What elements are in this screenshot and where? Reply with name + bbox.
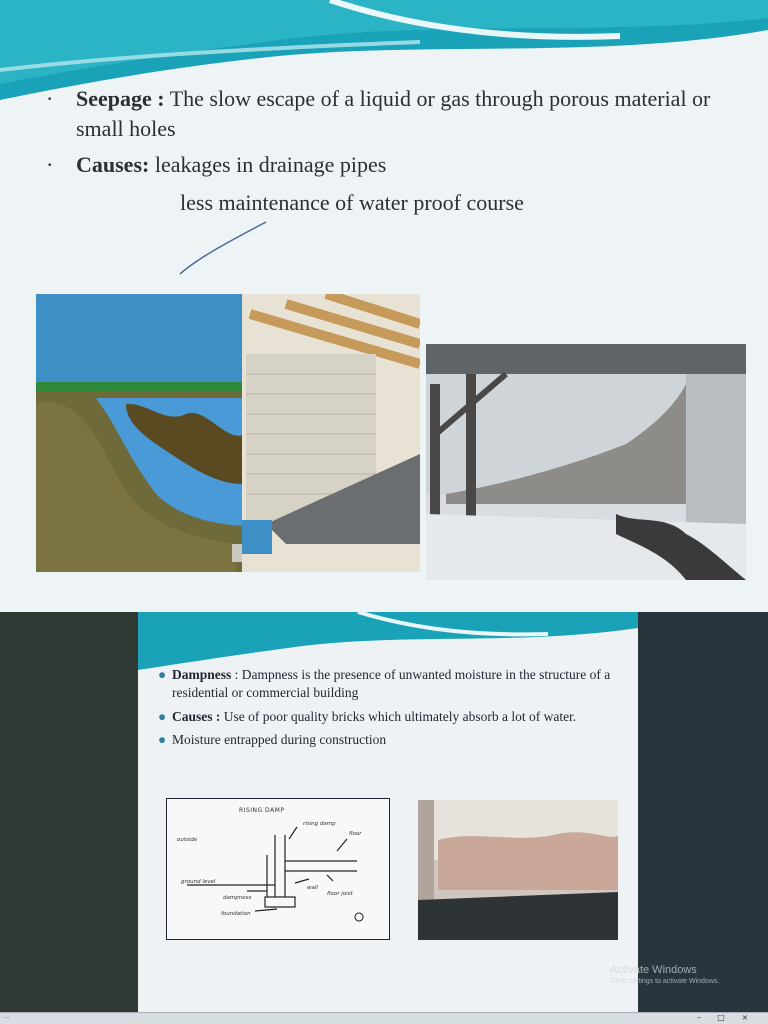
bullet-text: leakages in drainage pipes [149,151,387,177]
diagram-label-foundation: foundation [221,911,251,917]
bullet-dot-icon: ● [158,708,167,724]
seepage-bullet-list [44,84,744,224]
diagram-label-wall: wall [307,885,318,891]
bullet-dot-icon: ● [158,667,167,682]
diagram-label-floor: floor [349,831,362,837]
bullet-term: Seepage : [76,86,165,111]
maximize-icon[interactable]: □ [717,1013,725,1022]
bullet-term: Causes : [172,708,221,724]
bullet-text: The slow escape of a liquid or gas through porous material or small holes [76,86,711,141]
dampness-bullet-list [156,666,626,755]
list-item [156,666,626,702]
list-item [44,150,744,218]
bullet-text: Use of poor quality bricks which ultimately absorb a lot of water. [220,708,577,724]
windows-activation-watermark [610,964,719,985]
list-item [156,708,626,726]
bullet-dot-icon: · [46,86,54,111]
diagram-label-rising-damp: rising damp [303,821,336,827]
diagram-label-ground-level: ground level [181,879,216,885]
presentation-side-panel-left [0,612,138,1012]
taskbar-window-title[interactable]: ... [4,1014,10,1020]
taskbar [0,1012,768,1024]
rising-damp-diagram [166,798,390,940]
bullet-dot-icon: · [46,151,54,177]
damp-basement-photo [426,344,746,580]
close-icon[interactable]: × [741,1013,749,1022]
slide-dampness [138,612,638,1012]
diagram-title: RISING DAMP [239,807,285,814]
bullet-term: Dampness [172,667,232,682]
diagram-label-outside: outside [177,837,198,843]
slide-header-wave [138,612,638,672]
bullet-text: : Dampness is the presence of unwanted moisture in the structure of a residential or commercial building [172,667,611,700]
bullet-dot-icon: ● [158,732,167,748]
rising-damp-sketch [167,799,391,941]
pen-annotation-icon [178,218,268,278]
bullet-text: Moisture entrapped during construction [172,732,387,748]
list-item [156,731,626,749]
watermark-line1: Activate Windows [610,964,697,976]
bullet-term: Causes: [76,151,150,177]
presentation-side-panel-right [638,612,768,1012]
damp-room-photo [418,800,618,940]
list-item [44,84,744,144]
minimize-icon[interactable]: – [697,1013,701,1022]
bullet-subtext: less maintenance of water proof course [180,189,524,215]
diagram-label-dampness: dampness [223,895,252,901]
watermark-line2: Go to settings to activate Windows. [610,978,720,985]
basement-seepage-illustration [36,294,420,572]
diagram-label-floor-joist: floor joist [327,891,353,897]
